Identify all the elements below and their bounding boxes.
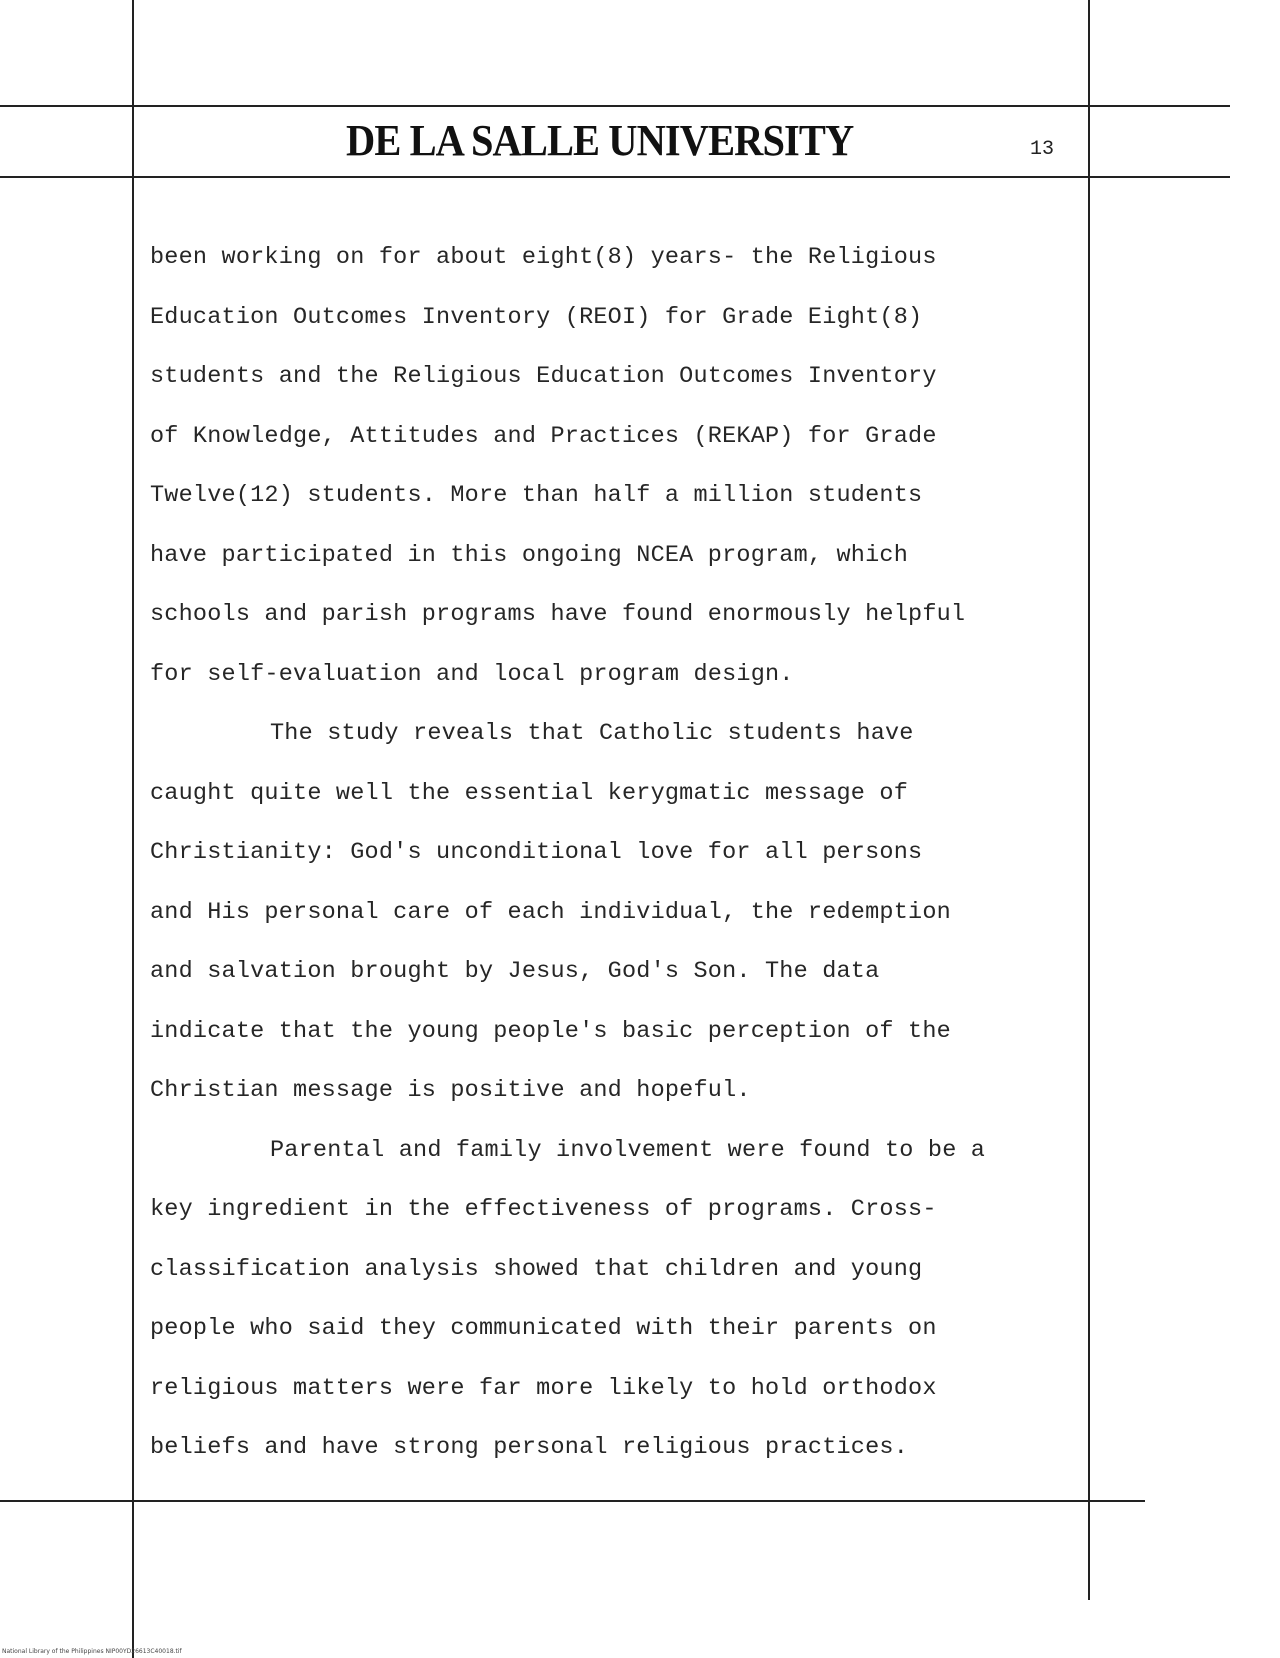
paragraph-start-line: The study reveals that Catholic students have <box>270 720 914 747</box>
body-line: schools and parish programs have found enormously helpful <box>150 601 966 628</box>
body-line: for self-evaluation and local program design. <box>150 660 794 688</box>
body-line: students and the Religious Education Outcomes Inventory <box>150 363 937 390</box>
right-margin-rule <box>1088 0 1090 1600</box>
header-top-rule <box>0 105 1230 107</box>
body-line: and salvation brought by Jesus, God's Son. The data <box>150 958 880 985</box>
body-line: indicate that the young people's basic perception of the <box>150 1017 951 1045</box>
page-title: DE LA SALLE UNIVERSITY <box>346 116 854 165</box>
body-line: key ingredient in the effectiveness of programs. Cross- <box>150 1196 937 1223</box>
body-line: Twelve(12) students. More than half a million students <box>150 482 923 509</box>
footer-rule <box>0 1500 1145 1502</box>
body-line: Christian message is positive and hopeful. <box>150 1077 751 1104</box>
document-body <box>150 228 1070 1478</box>
body-line: religious matters were far more likely to hold orthodox <box>150 1374 937 1402</box>
body-line: been working on for about eight(8) years- the Religious <box>150 244 937 271</box>
left-margin-rule <box>132 0 134 1658</box>
body-line: people who said they communicated with their parents on <box>150 1315 937 1342</box>
body-line: Education Outcomes Inventory (REOI) for Grade Eight(8) <box>150 303 923 331</box>
body-line: classification analysis showed that children and young <box>150 1255 923 1283</box>
body-line: and His personal care of each individual, the redemption <box>150 898 951 926</box>
body-line: of Knowledge, Attitudes and Practices (REKAP) for Grade <box>150 422 937 450</box>
body-line: beliefs and have strong personal religious practices. <box>150 1434 909 1461</box>
body-line: caught quite well the essential kerygmatic message of <box>150 779 909 807</box>
paragraph-start-line: Parental and family involvement were found to be a <box>270 1136 986 1164</box>
body-line: Christianity: God's unconditional love for all persons <box>150 839 923 866</box>
header-bottom-rule <box>0 176 1230 178</box>
scan-source-footer: National Library of the Philippines NIP00YD26613C40018.tif <box>2 1648 182 1655</box>
page-number: 13 <box>1030 138 1055 161</box>
body-line: have participated in this ongoing NCEA program, which <box>150 541 909 569</box>
